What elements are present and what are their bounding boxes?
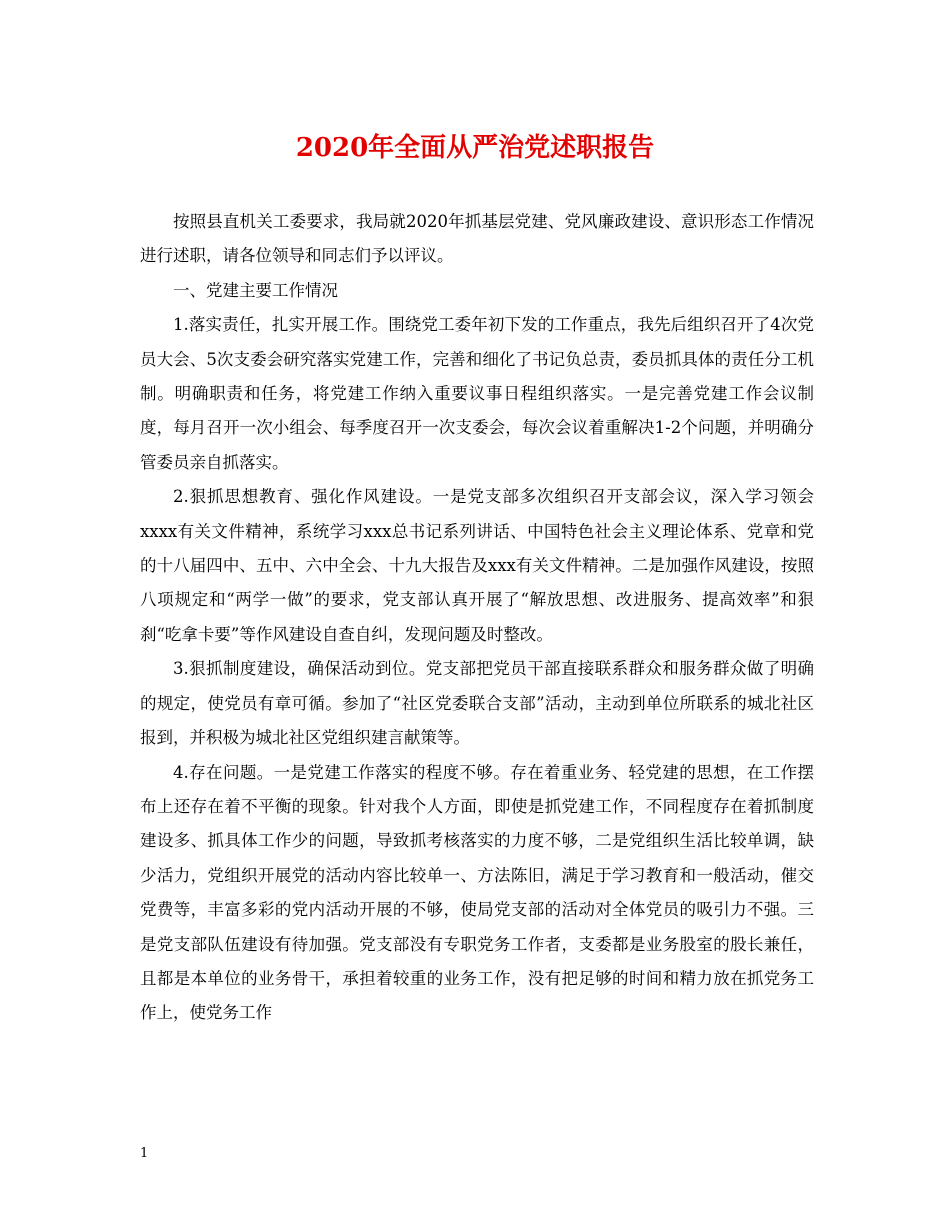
paragraph-4: 4.存在问题。一是党建工作落实的程度不够。存在着重业务、轻党建的思想，在工作摆布上还存在着不平衡的现象。针对我个人方面，即使是抓党建工作，不同程度存在着抓制度建设多、抓具体工作少的问题，导致抓考核落实的力度不够，二是党组织生活比较单调，缺少活力，党组织开展党的活动内容比较单一、方法陈旧，满足于学习教育和一般活动，催交党费等，丰富多彩的党内活动开展的不够，使局党支部的活动对全体党员的吸引力不强。三是党支部队伍建设有待加强。党支部没有专职党务工作者，支委都是业务股室的股长兼任，且都是本单位的业务骨干，承担着较重的业务工作，没有把足够的时间和精力放在抓党务工作上，使党务工作	[140, 762, 814, 1023]
paragraph-1: 1.落实责任，扎实开展工作。围绕党工委年初下发的工作重点，我先后组织召开了4次党员大会、5次支委会研究落实党建工作，完善和细化了书记负总责，委员抓具体的责任分工机制。明确职责和任务，将党建工作纳入重要议事日程组织落实。一是完善党建工作会议制度，每月召开一次小组会、每季度召开一次支委会，每次会议着重解决1-2个问题，并明确分管委员亲自抓落实。	[140, 315, 814, 472]
intro-paragraph: 按照县直机关工委要求，我局就2020年抓基层党建、党风廉政建设、意识形态工作情况进行述职，请各位领导和同志们予以评议。	[140, 212, 814, 266]
section-heading: 一、党建主要工作情况	[173, 280, 338, 300]
page-number: 1	[140, 1146, 149, 1161]
paragraph-2: 2.狠抓思想教育、强化作风建设。一是党支部多次组织召开支部会议，深入学习领会xxxx有关文件精神，系统学习xxx总书记系列讲话、中国特色社会主义理论体系、党章和党的十八届四中、五中、六中全会、十九大报告及xxx有关文件精神。二是加强作风建设，按照八项规定和“两学一做”的要求，党支部认真开展了“解放思想、改进服务、提高效率”和狠刹“吃拿卡要”等作风建设自查自纠，发现问题及时整改。	[140, 487, 814, 644]
paragraph-3: 3.狠抓制度建设，确保活动到位。党支部把党员干部直接联系群众和服务群众做了明确的规定，使党员有章可循。参加了“社区党委联合支部”活动，主动到单位所联系的城北社区报到，并积极为城北社区党组织建言献策等。	[140, 659, 814, 748]
page-title: 2020年全面从严治党述职报告	[295, 133, 655, 163]
document-body	[140, 205, 814, 1031]
